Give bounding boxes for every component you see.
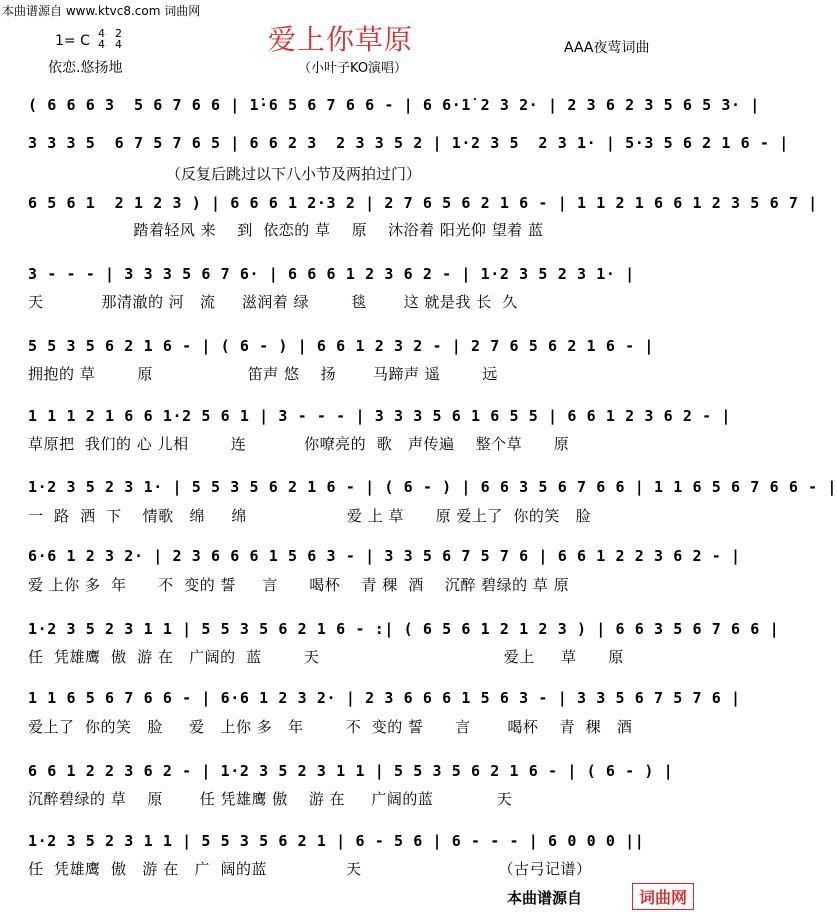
lyric-row-7: 一 路 洒 下 情歌 绵 绵 爱 上 草 原 爱上了 你的笑 脸 (28, 507, 592, 525)
score-row-6: 1 1 1 2 1 6 6 1·2 5 6 1 | 3 - - - | 3 3 3 5 6 1 6 5 5 | 6 6 1 2 3 6 2 - | (28, 407, 732, 425)
meter-a-top: 4 (98, 27, 105, 40)
key-signature: 1= C (55, 33, 90, 49)
footer-source: 本曲谱源自 (506, 889, 582, 907)
score-row-1: ( 6 6 6 3 5 6 7 6 6 | 1̇·6 5 6 7 6 6 - | 6 6·1̇ 2 3 2· | 2 3 6 2 3 5 6 5 3· | (28, 96, 760, 114)
singer-credit: （小叶子KO演唱） (298, 61, 408, 76)
time-signature-b (115, 28, 122, 50)
lyric-row-10: 爱上了 你的笑 脸 爱 上你 多 年 不 变的 誓 言 喝杯 青 稞 酒 (28, 718, 633, 736)
lyric-row-3: 踏着轻风 来 到 依恋的 草 原 沐浴着 阳光仰 望着 蓝 (28, 221, 544, 239)
score-row-11: 6 6 1 2 2 3 6 2 - | 1·2 3 5 2 3 1 1 | 5 5 3 5 6 2 1 6 - | ( 6 - ) | (28, 762, 674, 780)
score-row-2: 3 3 3 5 6 7 5 7 6 5 | 6 6 2 3 2 3 3 5 2 | 1·2 3 5 2 3 1· | 5·3 5 6 2 1 6 - | (28, 134, 789, 152)
lyric-row-5: 拥抱的 草 原 笛声 悠 扬 马蹄声 遥 远 (28, 365, 498, 383)
lyric-row-12: 任 凭雄鹰 傲 游 在 广 阔的蓝 天 （古弓记谱） (28, 860, 592, 878)
meter-b-bottom: 4 (115, 38, 122, 51)
lyric-row-6: 草原把 我们的 心 儿相 连 你嘹亮的 歌 声传遍 整个草 原 (28, 435, 570, 453)
meter-a-bottom: 4 (98, 38, 105, 51)
meter-b-top: 2 (115, 27, 122, 40)
lyric-row-4: 天 那清澈的 河 流 滋润着 绿 毯 这 就是我 长 久 (28, 293, 518, 311)
score-row-5: 5 5 3 5 6 2 1 6 - | ( 6 - ) | 6 6 1 2 3 2 - | 2 7 6 5 6 2 1 6 - | (28, 337, 654, 355)
footer-logo[interactable]: 词曲网 (632, 883, 694, 910)
score-row-12: 1·2 3 5 2 3 1 1 | 5 5 3 5 6 2 1 | 6 - 5 6 | 6 - - - | 6 0 0 0 || (28, 832, 645, 850)
performance-style: 依恋.悠扬地 (48, 60, 123, 76)
score-row-9: 1·2 3 5 2 3 1 1 | 5 5 3 5 6 2 1 6 - :| ( 6 5 6 1 2 1 2 3 ) | 6 6 3 5 6 7 6 6 | (28, 620, 780, 638)
score-row-7: 1·2 3 5 2 3 1· | 5 5 3 5 6 2 1 6 - | ( 6 - ) | 6 6 3 5 6 7 6 6 | 1 1 6 5 6 7 6 6 - | (28, 478, 837, 496)
score-row-10: 1 1 6 5 6 7 6 6 - | 6·6 1 2 3 2· | 2 3 6 6 6 1 5 6 3 - | 3 3 5 6 7 5 7 6 | (28, 689, 741, 707)
lyric-row-11: 沉醉碧绿的 草 原 任 凭雄鹰 傲 游 在 广阔的蓝 天 (28, 790, 513, 808)
score-row-3: 6 5 6 1 2 1 2 3 ) | 6 6 6 1 2·3 2 | 2 7 6 5 6 2 1 6 - | 1 1 2 1 6 6 1 2 3 5 6 7 | (28, 194, 818, 212)
score-row-8: 6·6 1 2 3 2· | 2 3 6 6 6 1 5 6 3 - | 3 3 5 6 7 5 7 6 | 6 6 1 2 2 3 6 2 - | (28, 547, 741, 565)
song-title: 爱上你草原 (268, 23, 414, 56)
time-signature-a (98, 28, 105, 50)
site-watermark-top: 本曲谱源自 www.ktvc8.com 词曲网 (2, 4, 201, 18)
lyric-row-9: 任 凭雄鹰 傲 游 在 广阔的 蓝 天 爱上 草 原 (28, 648, 624, 666)
composer-credit: AAA夜莺词曲 (564, 40, 650, 56)
score-row-4: 3 - - - | 3 3 3 5 6 7 6· | 6 6 6 1 2 3 6 2 - | 1·2 3 5 2 3 1· | (28, 265, 635, 283)
lyric-row-8: 爱 上你 多 年 不 变的 誓 言 喝杯 青 稞 酒 沉醉 碧绿的 草 原 (28, 576, 570, 594)
repeat-note: （反复后跳过以下八小节及两拍过门） (166, 165, 422, 183)
